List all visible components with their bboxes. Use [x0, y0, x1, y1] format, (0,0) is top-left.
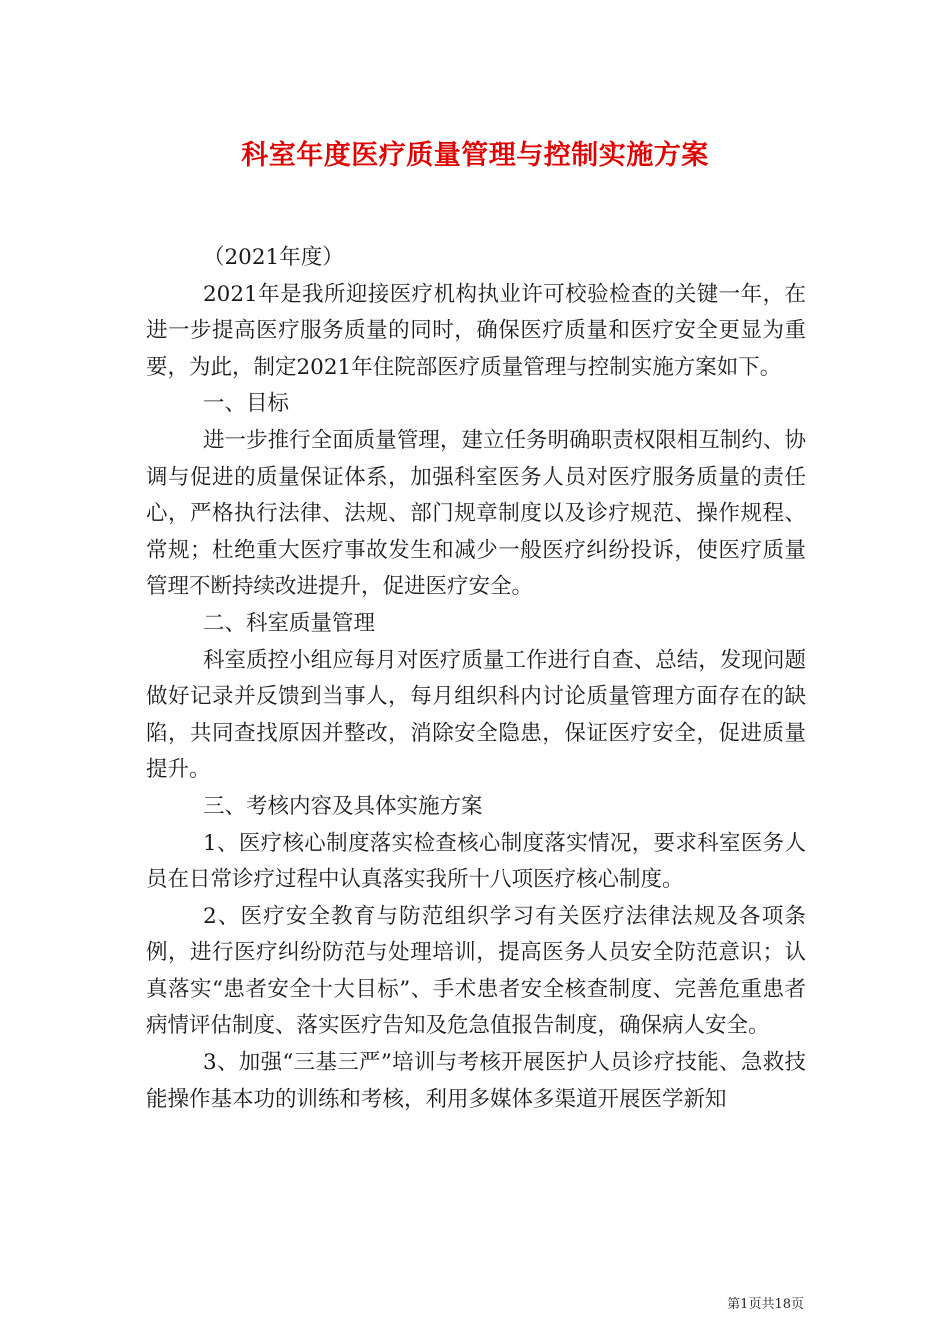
document-body — [146, 240, 806, 1118]
section-heading-assessment: 三、考核内容及具体实施方案 — [203, 793, 483, 819]
paragraph-goal: 进一步推行全面质量管理，建立任务明确职责权限相互制约、协调与促进的质量保证体系，加强科室医务人员对医疗服务质量的责任心，严格执行法律、法规、部门规章制度以及诊疗规范、操作规程、常规；杜绝重大医疗事故发生和减少一般医疗纠纷投诉，使医疗质量管理不断持续改进提升，促进医疗安全。 — [146, 427, 806, 600]
year-note: （2021年度） — [203, 245, 344, 270]
paragraph-intro: 2021年是我所迎接医疗机构执业许可校验检查的关键一年，在进一步提高医疗服务质量的同时，确保医疗质量和医疗安全更显为重要，为此，制定2021年住院部医疗质量管理与控制实施方案如下。 — [146, 281, 806, 380]
paragraph-quality: 科室质控小组应每月对医疗质量工作进行自查、总结，发现问题做好记录并反馈到当事人，每月组织科内讨论质量管理方面存在的缺陷，共同查找原因并整改，消除安全隐患，保证医疗安全，促进质量提升。 — [146, 647, 806, 783]
paragraph-item-1: 1、医疗核心制度落实检查核心制度落实情况，要求科室医务人员在日常诊疗过程中认真落实我所十八项医疗核心制度。 — [146, 830, 806, 893]
paragraph-item-2: 2、医疗安全教育与防范组织学习有关医疗法律法规及各项条例，进行医疗纠纷防范与处理培训，提高医务人员安全防范意识；认真落实“患者安全十大目标”、手术患者安全核查制度、完善危重患者病情评估制度、落实医疗告知及危急值报告制度，确保病人安全。 — [146, 903, 806, 1039]
section-heading-quality: 二、科室质量管理 — [203, 610, 376, 636]
page-number: 第1页共18页 — [727, 1297, 804, 1312]
document-title: 科室年度医疗质量管理与控制实施方案 — [241, 140, 709, 171]
section-heading-goal: 一、目标 — [203, 391, 290, 417]
paragraph-item-3: 3、加强“三基三严”培训与考核开展医护人员诊疗技能、急救技能操作基本功的训练和考核，利用多媒体多渠道开展医学新知 — [146, 1050, 806, 1112]
